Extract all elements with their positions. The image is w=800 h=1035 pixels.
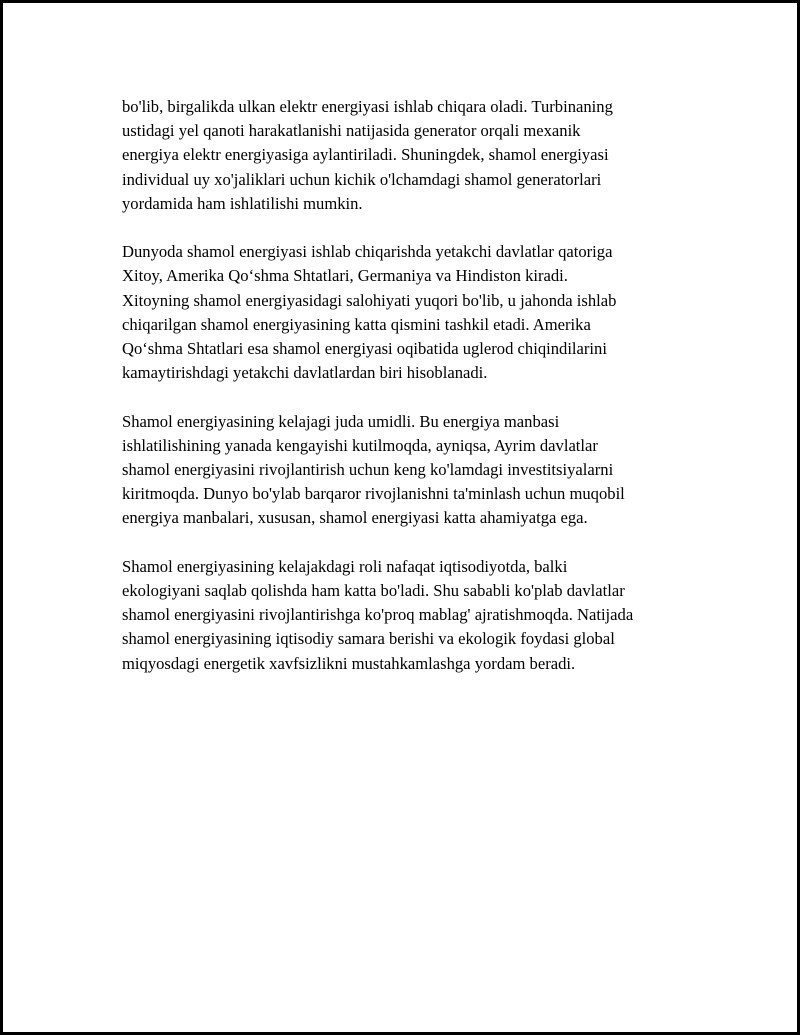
text-line: energiya manbalari, xususan, shamol energiyasi katta ahamiyatga ega. <box>122 508 588 528</box>
text-line: kiritmoqda. Dunyo bo'ylab barqaror rivojlanishni ta'minlash uchun muqobil <box>122 484 625 504</box>
text-line: ekologiyani saqlab qolishda ham katta bo'ladi. Shu sababli ko'plab davlatlar <box>122 581 625 601</box>
paragraph <box>122 555 697 676</box>
paragraph <box>122 95 697 216</box>
text-line: Shamol energiyasining kelajagi juda umidli. Bu energiya manbasi <box>122 411 560 431</box>
paragraph <box>122 240 697 385</box>
text-line: chiqarilgan shamol energiyasining katta qismini tashkil etadi. Amerika <box>122 314 591 334</box>
text-line: energiya elektr energiyasiga aylantiriladi. Shuningdek, shamol energiyasi <box>122 145 609 165</box>
text-line: Qo‘shma Shtatlari esa shamol energiyasi oqibatida uglerod chiqindilarini <box>122 339 607 359</box>
text-line: Shamol energiyasining kelajakdagi roli nafaqat iqtisodiyotda, balki <box>122 556 568 576</box>
text-line: shamol energiyasini rivojlantirishga ko'proq mablag' ajratishmoqda. Natijada <box>122 605 634 625</box>
text-line: ustidagi yel qanoti harakatlanishi natijasida generator orqali mexanik <box>122 121 581 141</box>
paragraph <box>122 410 697 531</box>
text-line: Xitoyning shamol energiyasidagi salohiyati yuqori bo'lib, u jahonda ishlab <box>122 290 617 310</box>
text-line: shamol energiyasining iqtisodiy samara berishi va ekologik foydasi global <box>122 629 615 649</box>
text-line: individual uy xo'jaliklari uchun kichik o'lchamdagi shamol generatorlari <box>122 169 602 189</box>
document-body <box>122 95 697 700</box>
text-line: Dunyoda shamol energiyasi ishlab chiqarishda yetakchi davlatlar qatoriga <box>122 242 613 262</box>
text-line: Xitoy, Amerika Qo‘shma Shtatlari, Germaniya va Hindiston kiradi. <box>122 266 568 286</box>
text-line: shamol energiyasini rivojlantirish uchun keng ko'lamdagi investitsiyalarni <box>122 460 614 480</box>
text-line: yordamida ham ishlatilishi mumkin. <box>122 193 363 213</box>
text-line: miqyosdagi energetik xavfsizlikni mustahkamlashga yordam beradi. <box>122 653 576 673</box>
text-line: ishlatilishining yanada kengayishi kutilmoqda, ayniqsa, Ayrim davlatlar <box>122 435 598 455</box>
text-line: kamaytirishdagi yetakchi davlatlardan biri hisoblanadi. <box>122 363 488 383</box>
text-line: bo'lib, birgalikda ulkan elektr energiyasi ishlab chiqara oladi. Turbinaning <box>122 97 613 116</box>
